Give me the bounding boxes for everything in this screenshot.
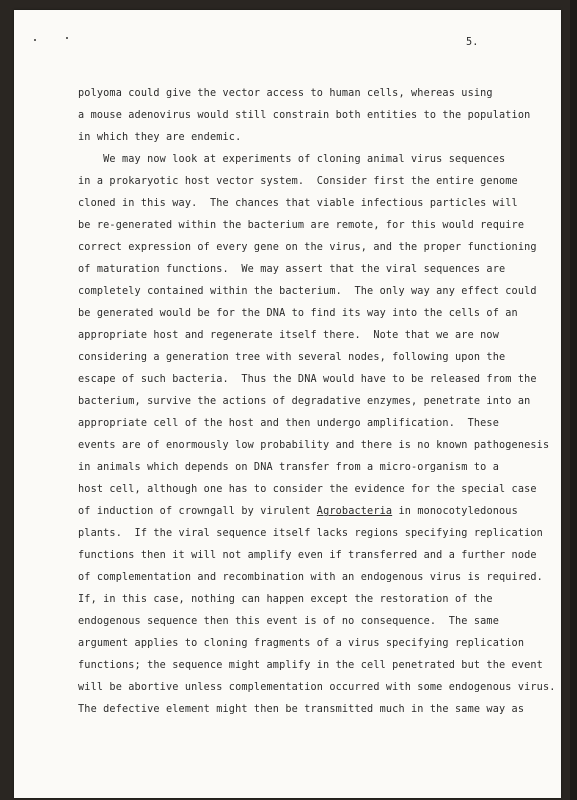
text-segment: endogenous sequence then this event is of no consequence. The same bbox=[78, 616, 499, 627]
text-segment: in animals which depends on DNA transfer from a micro-organism to a bbox=[78, 462, 499, 473]
page-number: 5. bbox=[466, 37, 479, 48]
text-line bbox=[78, 215, 556, 237]
text-segment: functions then it will not amplify even if transferred and a further node bbox=[78, 550, 537, 561]
text-line bbox=[78, 237, 556, 259]
text-line bbox=[78, 83, 556, 105]
text-line bbox=[78, 677, 556, 699]
text-segment: appropriate host and regenerate itself there. Note that we are now bbox=[78, 330, 499, 341]
text-segment: The defective element might then be transmitted much in the same way as bbox=[78, 704, 525, 715]
text-segment: will be abortive unless complementation occurred with some endogenous virus. bbox=[78, 682, 556, 693]
text-line bbox=[78, 413, 556, 435]
text-line bbox=[78, 589, 556, 611]
text-segment: considering a generation tree with several nodes, following upon the bbox=[78, 352, 506, 363]
text-line bbox=[78, 303, 556, 325]
text-segment: of maturation functions. We may assert that the viral sequences are bbox=[78, 264, 506, 275]
text-line bbox=[78, 435, 556, 457]
text-line bbox=[78, 259, 556, 281]
text-segment: functions; the sequence might amplify in the cell penetrated but the event bbox=[78, 660, 543, 671]
text-line bbox=[78, 105, 556, 127]
text-segment: appropriate cell of the host and then undergo amplification. These bbox=[78, 418, 499, 429]
text-line bbox=[78, 457, 556, 479]
text-segment: If, in this case, nothing can happen except the restoration of the bbox=[78, 594, 493, 605]
text-line bbox=[78, 325, 556, 347]
text-line bbox=[78, 193, 556, 215]
text-line bbox=[78, 369, 556, 391]
text-segment: bacterium, survive the actions of degradative enzymes, penetrate into an bbox=[78, 396, 531, 407]
text-segment: in monocotyledonous bbox=[392, 506, 518, 517]
underlined-term: Agrobacteria bbox=[316, 506, 393, 517]
text-segment: events are of enormously low probability and there is no known pathogenesis bbox=[78, 440, 550, 451]
text-line bbox=[78, 567, 556, 589]
text-segment: of complementation and recombination with an endogenous virus is required. bbox=[78, 572, 543, 583]
text-line bbox=[78, 611, 556, 633]
text-segment: a mouse adenovirus would still constrain both entities to the population bbox=[78, 110, 531, 121]
text-segment: argument applies to cloning fragments of a virus specifying replication bbox=[78, 638, 525, 649]
paper-speck bbox=[34, 39, 36, 41]
text-line bbox=[78, 171, 556, 193]
paper-speck bbox=[66, 37, 68, 39]
text-line bbox=[78, 501, 556, 523]
text-segment: be generated would be for the DNA to find its way into the cells of an bbox=[78, 308, 518, 319]
text-segment: polyoma could give the vector access to human cells, whereas using bbox=[78, 88, 493, 99]
text-segment: correct expression of every gene on the virus, and the proper functioning bbox=[78, 242, 537, 253]
text-segment: in a prokaryotic host vector system. Consider first the entire genome bbox=[78, 176, 518, 187]
text-line bbox=[78, 655, 556, 677]
text-line bbox=[78, 391, 556, 413]
text-segment: plants. If the viral sequence itself lacks regions specifying replication bbox=[78, 528, 543, 539]
scan-edge bbox=[570, 0, 577, 800]
text-line bbox=[78, 281, 556, 303]
text-segment: in which they are endemic. bbox=[78, 132, 242, 143]
text-segment: be re-generated within the bacterium are remote, for this would require bbox=[78, 220, 525, 231]
text-line bbox=[78, 523, 556, 545]
text-line bbox=[78, 479, 556, 501]
text-segment: escape of such bacteria. Thus the DNA would have to be released from the bbox=[78, 374, 537, 385]
text-line bbox=[78, 347, 556, 369]
text-line bbox=[78, 127, 556, 149]
text-segment: completely contained within the bacterium. The only way any effect could bbox=[78, 286, 537, 297]
text-line bbox=[78, 149, 556, 171]
text-segment: We may now look at experiments of cloning animal virus sequences bbox=[78, 154, 506, 165]
text-line bbox=[78, 545, 556, 567]
document-page bbox=[14, 10, 561, 798]
text-segment: host cell, although one has to consider the evidence for the special case bbox=[78, 484, 537, 495]
text-segment: of induction of crowngall by virulent bbox=[78, 506, 317, 517]
text-segment: cloned in this way. The chances that viable infectious particles will bbox=[78, 198, 518, 209]
body-text bbox=[78, 83, 556, 721]
text-line bbox=[78, 633, 556, 655]
text-line bbox=[78, 699, 556, 721]
